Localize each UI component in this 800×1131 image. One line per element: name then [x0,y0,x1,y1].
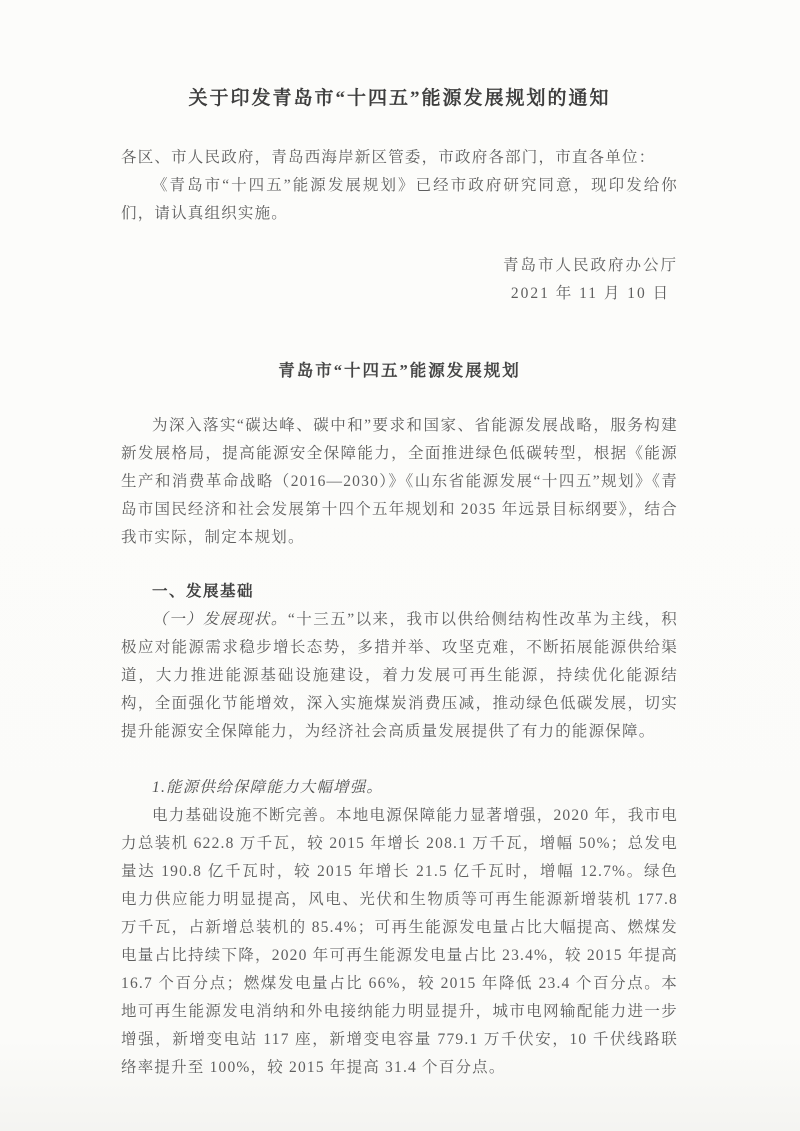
notice-body: 《青岛市“十四五”能源发展规划》已经市政府研究同意，现印发给你们，请认真组织实施。 [121,177,678,222]
section-1-1-lead-in: （一）发展现状。 [152,611,288,628]
notice-salutation: 各区、市人民政府，青岛西海岸新区管委，市政府各部门，市直各单位： [121,149,656,166]
issue-date: 2021 年 11 月 10 日 [510,285,671,302]
item-1-heading: 1.能源供给保障能力大幅增强。 [152,779,384,796]
plan-intro: 为深入落实“碳达峰、碳中和”要求和国家、省能源发展战略，服务构建新发展格局，提高能源安全保障能力，全面推进绿色低碳转型，根据《能源生产和消费革命战略（2016—2030）》《山东省能源发展“十四五”规划》《青岛市国民经济和社会发展第十四个五年规划和 2035 年远景目标纲要》，结合我市实际，制定本规划。 [121,417,678,546]
plan-title: 青岛市“十四五”能源发展规划 [278,361,521,380]
notice-title: 关于印发青岛市“十四五”能源发展规划的通知 [188,88,611,109]
item-1-paragraph: 电力基础设施不断完善。本地电源保障能力显著增强，2020 年，我市电力总装机 622.8 万千瓦，较 2015 年增长 208.1 万千瓦，增幅 50%；总发电量达 190.8 亿千瓦时，较 2015 年增长 21.5 亿千瓦时，增幅 12.7%。绿色电力供应能力明显提高，风电、光伏和生物质等可再生能源新增装机 177.8 万千瓦，占新增总装机的 85.4%；可再生能源发电量占比大幅提高、燃煤发电量占比持续下降，2020 年可再生能源发电量占比 23.4%，较 2015 年提高 16.7 个百分点；燃煤发电量占比 66%，较 2015 年降低 23.4 个百分点。本地可再生能源发电消纳和外电接纳能力明显提升，城市电网输配能力进一步增强，新增变电站 117 座，新增变电容量 779.1 万千伏安，10 千伏线路联络率提升至 100%，较 2015 年提高 31.4 个百分点。 [121,807,678,1076]
notice-signoff [121,252,678,308]
section-1-1-text: “十三五”以来，我市以供给侧结构性改革为主线，积极应对能源需求稳步增长态势，多措并举、攻坚克难，不断拓展能源供给渠道，大力推进能源基础设施建设，着力发展可再生能源，持续优化能源结构，全面强化节能增效，深入实施煤炭消费压减，推动绿色低碳发展，切实提升能源安全保障能力，为经济社会高质量发展提供了有力的能源保障。 [121,611,679,740]
issuer-name: 青岛市人民政府办公厅 [502,257,678,274]
section-1-1-paragraph [121,606,678,746]
section-1-heading: 一、发展基础 [152,583,255,600]
signoff-block [503,252,678,308]
